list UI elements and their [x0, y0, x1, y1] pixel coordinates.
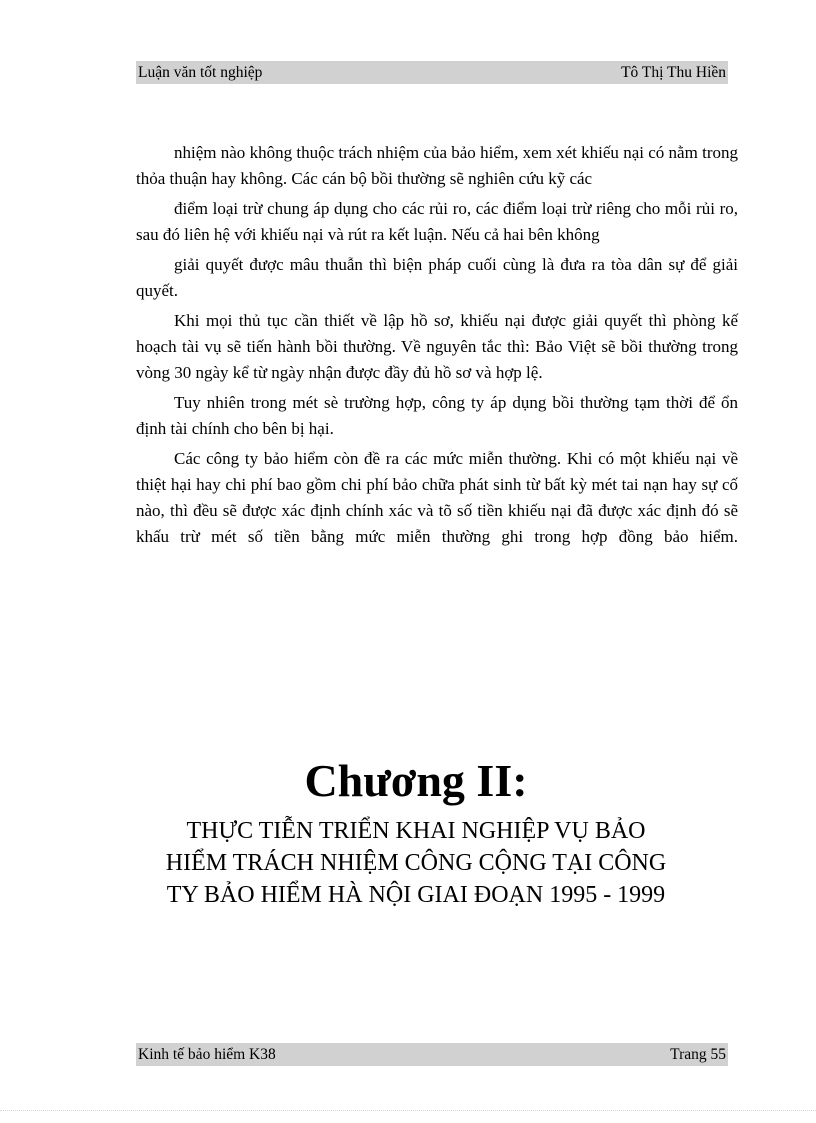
chapter-subtitle-line: THỰC TIỄN TRIỂN KHAI NGHIỆP VỤ BẢO: [186, 818, 646, 844]
paragraph: điểm loại trừ chung áp dụng cho các rủi ro, các điểm loại trừ riêng cho mỗi rủi ro, sau đó liên hệ với khiếu nại và rút ra kết luận. Nếu cả hai bên không: [136, 199, 738, 244]
paragraph: giải quyết được mâu thuẫn thì biện pháp cuối cùng là đưa ra tòa dân sự để giải quyết.: [136, 255, 738, 300]
chapter-title: Chương II:: [304, 755, 528, 806]
paragraph: Khi mọi thủ tục cần thiết về lập hồ sơ, khiếu nại được giải quyết thì phòng kế hoạch tài vụ sẽ tiến hành bồi thường. Về nguyên tắc thì: Bảo Việt sẽ bồi thường trong vòng 30 ngày kể từ ngày nhận được đầy đủ hồ sơ và hợp lệ.: [136, 311, 738, 382]
chapter-heading: [96, 748, 736, 910]
paragraph: Tuy nhiên trong mét sè trường hợp, công ty áp dụng bồi thường tạm thời để ổn định tài chính cho bên bị hại.: [136, 393, 738, 438]
chapter-subtitle-line: HIỂM TRÁCH NHIỆM CÔNG CỘNG TẠI CÔNG: [165, 850, 667, 876]
header-thesis-label: Luận văn tốt nghiệp: [138, 63, 263, 81]
header-author: Tô Thị Thu Hiền: [621, 63, 726, 81]
body-text: [136, 140, 738, 554]
page-footer: [136, 1043, 728, 1066]
footer-course: Kinh tế bảo hiểm K38: [138, 1045, 276, 1063]
paragraph: nhiệm nào không thuộc trách nhiệm của bảo hiểm, xem xét khiếu nại có nằm trong thỏa thuận hay không. Các cán bộ bồi thường sẽ nghiên cứu kỹ các: [136, 143, 738, 188]
paragraph: Các công ty bảo hiểm còn đề ra các mức miễn thường. Khi có một khiếu nại về thiệt hại hay chi phí bao gồm chi phí bảo chữa phát sinh từ bất kỳ mét tai nạn hay sự cố nào, thì đều sẽ được xác định chính xác và tõ số tiền khiếu nại đã được xác định đó sẽ khấu trừ mét số tiền bằng mức miễn thường ghi trong hợp đồng bảo hiểm.: [136, 449, 738, 546]
page-header: [136, 61, 728, 84]
chapter-subtitle-line: TY BẢO HIỂM HÀ NỘI GIAI ĐOẠN 1995 - 1999: [166, 882, 666, 908]
page-divider: [0, 1110, 816, 1111]
page-number: Trang 55: [670, 1045, 726, 1063]
